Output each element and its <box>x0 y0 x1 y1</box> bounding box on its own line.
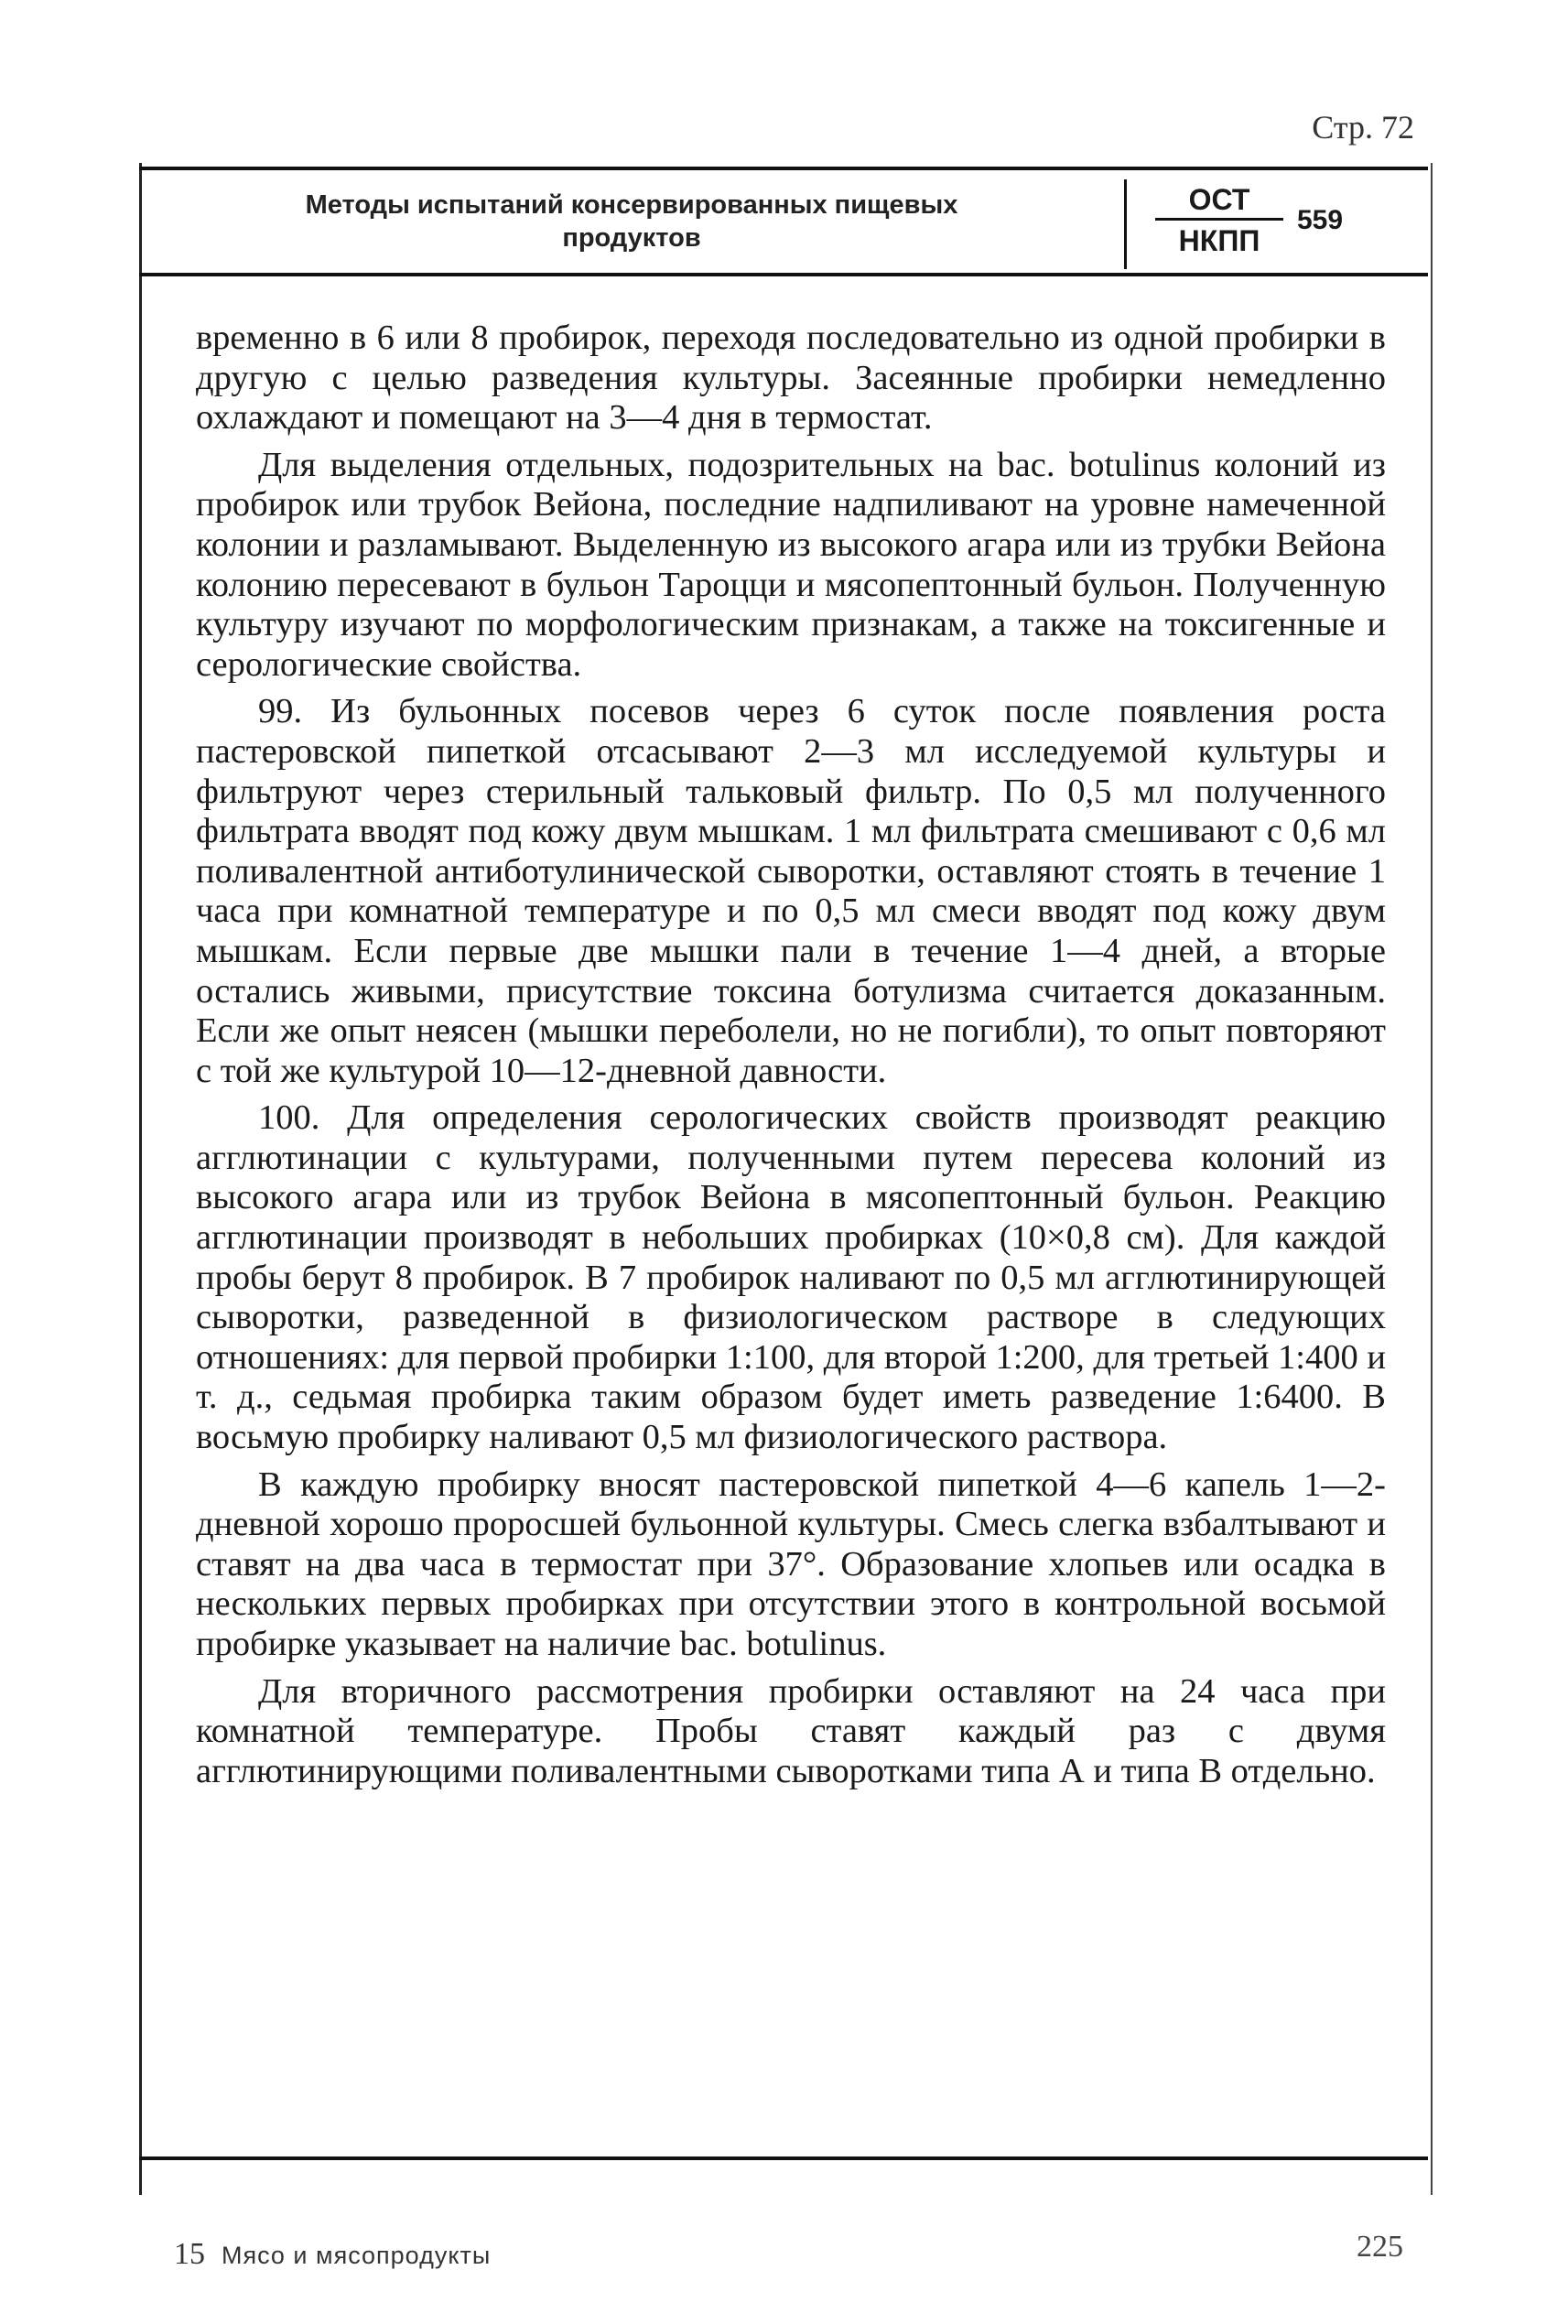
ost-number: 559 <box>1297 205 1344 235</box>
sheet-number: 15 <box>174 2237 205 2271</box>
document-header <box>139 167 1428 276</box>
paragraph: 99. Из бульонных посевов через 6 суток после появления роста пастеровской пипеткой отсасывают 2—3 мл исследуемой культуры и фильтруют через стерильный тальковый фильтр. По 0,5 мл полученного фильтрата вводят под кожу двум мышкам. 1 мл фильтрата смешивают с 0,6 мл поливалентной антиботулинической сыворотки, оставляют стоять в течение 1 часа при комнатной температуре и по 0,5 мл смеси вводят под кожу двум мышкам. Если первые две мышки пали в течение 1—4 дней, а вторые остались живыми, присутствие токсина ботулизма считается доказанным. Если же опыт неясен (мышки переболели, но не погибли), то опыт повторяют с той же культурой 10—12-дневной давности. <box>196 692 1386 1090</box>
paragraph: Для вторичного рассмотрения пробирки оставляют на 24 часа при комнатной температуре. Пробы ставят каждый раз с двумя агглютинирующими поливалентными сыворотками типа А и типа В отдельно. <box>196 1671 1386 1790</box>
footer-left <box>174 2237 491 2272</box>
paragraph: 100. Для определения серологических свойств производят реакцию агглютинации с культурами, полученными путем пересева колоний из высокого агара или из трубок Вейона в мясопептонный бульон. Реакцию агглютинации производят в небольших пробирках (10×0,8 см). Для каждой пробы берут 8 пробирок. В 7 пробирок наливают по 0,5 мл агглютинирующей сыворотки, разведенной в физиологическом растворе в следующих отношениях: для первой пробирки 1:100, для второй 1:200, для третьей 1:400 и т. д., седьмая пробирка таким образом будет иметь разведение 1:6400. В восьмую пробирку наливают 0,5 мл физиологического раствора. <box>196 1098 1386 1457</box>
paragraph: Для выделения отдельных, подозрительных на bac. botulinus колоний из пробирок или трубок Вейона, последние надпиливают на уровне намеченной колонии и разламывают. Выделенную из высокого агара или из трубки Вейона колонию пересевают в бульон Тароцци и мясопептонный бульон. Полученную культуру изучают по морфологическим признакам, а также на токсигенные и серологические свойства. <box>196 445 1386 684</box>
paragraph: временно в 6 или 8 пробирок, переходя последовательно из одной пробирки в другую с целью разведения культуры. Засеянные пробирки немедленно охлаждают и помещают на 3—4 дня в термостат. <box>196 319 1386 438</box>
ost-label: ОСТ <box>1155 181 1283 221</box>
page-label: Стр. 72 <box>1312 109 1414 146</box>
body-text <box>196 319 1386 1799</box>
footer-page-number: 225 <box>1357 2230 1403 2264</box>
book-title: Мясо и мясопродукты <box>222 2242 492 2269</box>
ost-block <box>1155 181 1283 261</box>
header-title: Методы испытаний консервированных пищевых продуктов <box>305 190 958 253</box>
header-divider <box>1124 179 1127 269</box>
bottom-rule <box>139 2156 1428 2160</box>
paragraph: В каждую пробирку вносят пастеровской пипеткой 4—6 капель 1—2-дневной хорошо проросшей бульонной культуры. Смесь слегка взбалтывают и ставят на два часа в термостат при 37°. Образование хлопьев или осадка в нескольких первых пробирках при отсутствии этого в контрольной восьмой пробирке указывает на наличие bac. botulinus. <box>196 1465 1386 1663</box>
nkpp-label: НКПП <box>1178 224 1260 257</box>
